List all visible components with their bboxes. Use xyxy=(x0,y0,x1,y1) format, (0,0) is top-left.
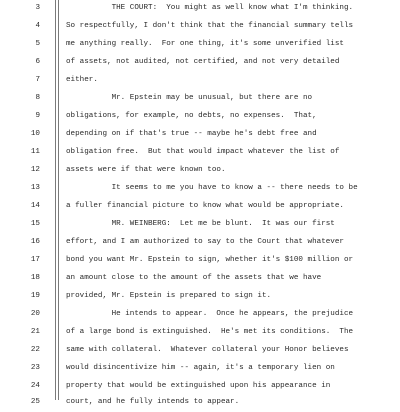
line-number: 3 xyxy=(35,4,40,12)
transcript-line xyxy=(0,108,400,126)
line-number: 4 xyxy=(35,22,40,30)
line-text: He intends to appear. Once he appears, the prejudice xyxy=(66,310,354,318)
line-text: a fuller financial picture to know what would be appropriate. xyxy=(66,202,344,210)
transcript-line xyxy=(0,126,400,144)
transcript-line xyxy=(0,144,400,162)
line-text: provided, Mr. Epstein is prepared to sign it. xyxy=(66,292,272,300)
line-text: me anything really. For one thing, it's some unverified list xyxy=(66,40,344,48)
line-text: MR. WEINBERG: Let me be blunt. It was our first xyxy=(66,220,335,228)
line-text: assets were if that were known too. xyxy=(66,166,226,174)
transcript-line xyxy=(0,360,400,378)
line-number: 13 xyxy=(30,184,40,192)
line-text: bond you want Mr. Epstein to sign, whether it's $100 million or xyxy=(66,256,354,264)
line-text: an amount close to the amount of the assets that we have xyxy=(66,274,322,282)
line-number: 5 xyxy=(35,40,40,48)
transcript-line xyxy=(0,180,400,198)
line-number: 10 xyxy=(30,130,40,138)
transcript-line xyxy=(0,324,400,342)
transcript-line xyxy=(0,288,400,306)
line-number: 16 xyxy=(30,238,40,246)
line-text: So respectfully, I don't think that the financial summary tells xyxy=(66,22,354,30)
transcript-line xyxy=(0,252,400,270)
line-number: 8 xyxy=(35,94,40,102)
transcript-line xyxy=(0,270,400,288)
line-number: 25 xyxy=(30,398,40,406)
line-number: 21 xyxy=(30,328,40,336)
line-text: THE COURT: You might as well know what I'm thinking. xyxy=(66,4,354,12)
line-text: would disincentivize him -- again, it's a temporary lien on xyxy=(66,364,335,372)
line-number: 9 xyxy=(35,112,40,120)
line-number: 18 xyxy=(30,274,40,282)
line-text: Mr. Epstein may be unusual, but there are no xyxy=(66,94,313,102)
line-number: 20 xyxy=(30,310,40,318)
line-number: 12 xyxy=(30,166,40,174)
transcript-line xyxy=(0,18,400,36)
line-number: 22 xyxy=(30,346,40,354)
line-number: 7 xyxy=(35,76,40,84)
line-text: of assets, not audited, not certified, and not very detailed xyxy=(66,58,340,66)
line-text: It seems to me you have to know a -- there needs to be xyxy=(66,184,358,192)
transcript-line xyxy=(0,234,400,252)
transcript-line xyxy=(0,394,400,412)
line-text: depending on if that's true -- maybe he's debt free and xyxy=(66,130,317,138)
line-text: effort, and I am authorized to say to the Court that whatever xyxy=(66,238,344,246)
transcript-line xyxy=(0,342,400,360)
line-number: 6 xyxy=(35,58,40,66)
line-number: 19 xyxy=(30,292,40,300)
line-number: 11 xyxy=(30,148,40,156)
line-text: same with collateral. Whatever collateral your Honor believes xyxy=(66,346,349,354)
line-text: obligations, for example, no debts, no expenses. That, xyxy=(66,112,317,120)
line-number: 23 xyxy=(30,364,40,372)
line-text: of a large bond is extinguished. He's met its conditions. The xyxy=(66,328,354,336)
line-text: property that would be extinguished upon his appearance in xyxy=(66,382,331,390)
transcript-line xyxy=(0,90,400,108)
line-number: 24 xyxy=(30,382,40,390)
transcript-line xyxy=(0,162,400,180)
transcript-line xyxy=(0,36,400,54)
transcript-line xyxy=(0,72,400,90)
line-text: court, and he fully intends to appear. xyxy=(66,398,240,406)
transcript-line xyxy=(0,306,400,324)
line-text: obligation free. But that would impact whatever the list of xyxy=(66,148,340,156)
transcript-line xyxy=(0,198,400,216)
line-text: either. xyxy=(66,76,98,84)
transcript-line xyxy=(0,216,400,234)
transcript-line xyxy=(0,54,400,72)
line-number: 15 xyxy=(30,220,40,228)
transcript-line xyxy=(0,0,400,18)
line-number: 14 xyxy=(30,202,40,210)
line-number: 17 xyxy=(30,256,40,264)
